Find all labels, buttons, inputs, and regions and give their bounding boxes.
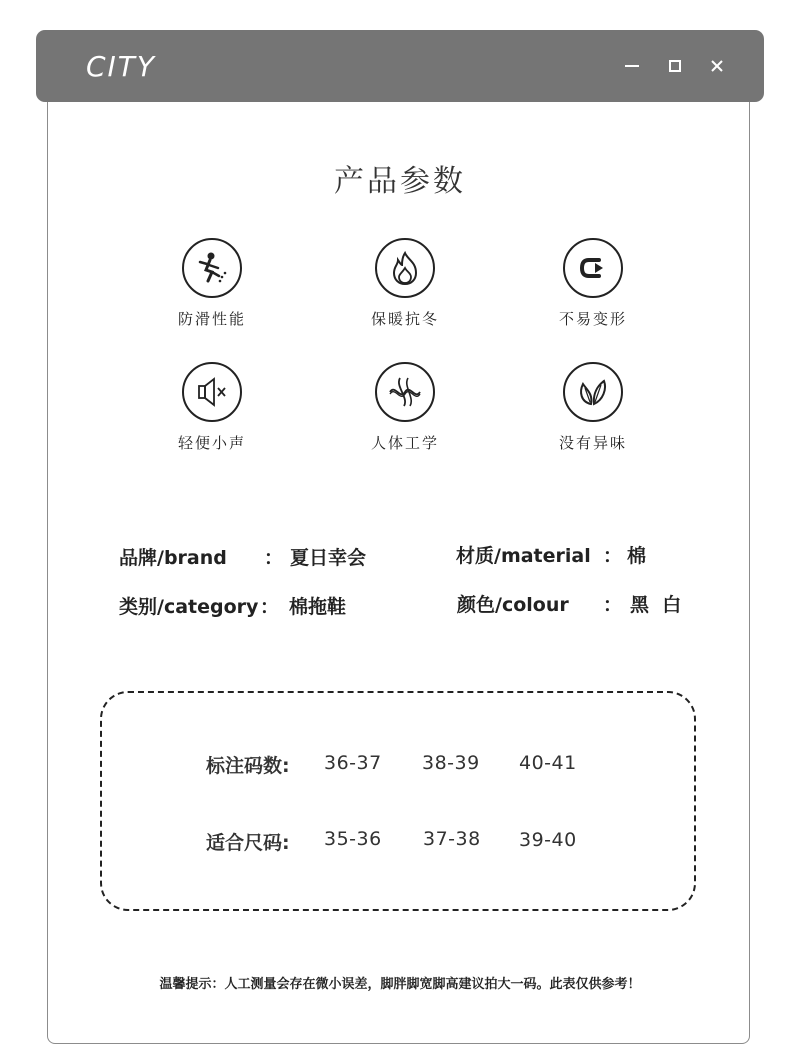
size-table xyxy=(100,691,696,911)
minimize-button[interactable] xyxy=(620,54,644,78)
spec-category-label: 类别/category xyxy=(119,596,259,618)
leaf-icon xyxy=(563,362,623,422)
spec-colour-value: 黑 白 xyxy=(630,594,682,616)
feature-label: 保暖抗冬 xyxy=(370,310,439,328)
feature-no-odor xyxy=(523,362,663,453)
maximize-icon xyxy=(663,54,687,78)
ergonomic-icon xyxy=(375,362,435,422)
spec-colour-colon: ： xyxy=(603,594,623,616)
feature-label: 人体工学 xyxy=(370,434,439,452)
return-arrow-icon xyxy=(563,238,623,298)
size-fit-label: 适合尺码: xyxy=(206,832,290,854)
feature-ergonomic xyxy=(335,362,475,453)
maximize-button[interactable] xyxy=(663,54,687,78)
size-fit-value: 37-38 xyxy=(423,828,481,850)
size-marked-label: 标注码数: xyxy=(206,755,290,777)
size-fit-value: 35-36 xyxy=(324,828,382,850)
mute-speaker-icon xyxy=(182,362,242,422)
close-icon xyxy=(705,54,729,78)
size-marked-value: 38-39 xyxy=(422,752,480,774)
spec-category-value: 棉拖鞋 xyxy=(289,596,347,618)
spec-category-colon: ： xyxy=(260,596,280,618)
feature-label: 没有异味 xyxy=(558,434,627,452)
spec-brand-label: 品牌/brand xyxy=(119,547,227,569)
feature-quiet xyxy=(142,362,282,453)
feature-label: 轻便小声 xyxy=(177,434,246,452)
close-button[interactable] xyxy=(705,54,729,78)
app-title: CITY xyxy=(86,50,157,83)
feature-no-deform xyxy=(523,238,663,329)
feature-warmth xyxy=(335,238,475,329)
size-marked-value: 40-41 xyxy=(519,752,577,774)
spec-material-colon: ： xyxy=(603,545,623,567)
spec-brand-value: 夏日幸会 xyxy=(290,547,367,569)
flame-icon xyxy=(375,238,435,298)
page-title: 产品参数 xyxy=(334,164,466,199)
size-fit-value: 39-40 xyxy=(519,829,577,851)
spec-brand-colon: ： xyxy=(264,547,284,569)
title-bar xyxy=(36,30,764,102)
feature-label: 不易变形 xyxy=(558,310,627,328)
feature-label: 防滑性能 xyxy=(177,310,246,328)
feature-anti-slip xyxy=(142,238,282,329)
spec-colour-label: 颜色/colour xyxy=(457,594,569,616)
spec-material-label: 材质/material xyxy=(456,545,591,567)
anti-slip-icon xyxy=(182,238,242,298)
footer-note: 温馨提示：人工测量会存在微小误差，脚胖脚宽脚高建议拍大一码。此表仅供参考！ xyxy=(159,977,641,992)
size-marked-value: 36-37 xyxy=(324,752,382,774)
spec-material-value: 棉 xyxy=(627,545,647,567)
minimize-icon xyxy=(620,54,644,78)
